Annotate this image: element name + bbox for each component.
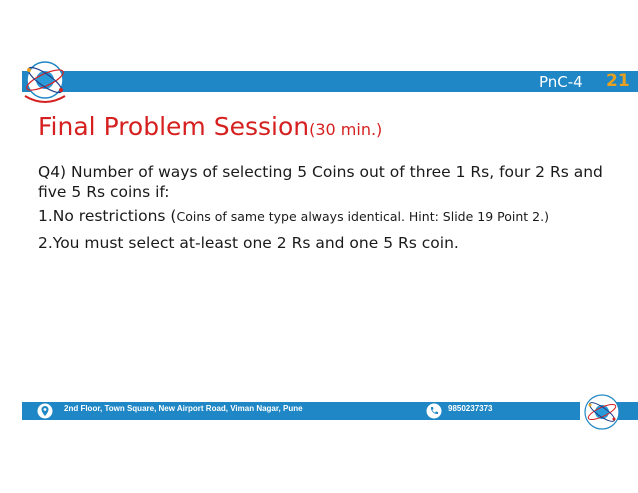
footer-address: 2nd Floor, Town Square, New Airport Road, Viman Nagar, Pune	[64, 404, 303, 413]
question-text: Q4) Number of ways of selecting 5 Coins out of three 1 Rs, four 2 Rs and five 5 Rs coins if:	[38, 163, 603, 201]
phone-icon	[426, 403, 442, 419]
globe-logo-icon	[19, 56, 71, 108]
title-main: Final Problem Session	[38, 112, 310, 141]
title-duration: (30 min.)	[309, 120, 383, 139]
slide-body	[38, 162, 618, 259]
globe-logo-small-icon	[583, 393, 621, 431]
location-pin-icon	[37, 403, 53, 419]
course-label: PnC-4	[539, 73, 583, 91]
footer-phone: 9850237373	[448, 404, 493, 413]
list-item-1	[38, 206, 618, 227]
list-item-2: 2.You must select at-least one 2 Rs and one 5 Rs coin.	[38, 234, 459, 252]
list-item-1-note: Coins of same type always identical. Hint: Slide 19 Point 2.)	[176, 209, 549, 224]
list-item-1-main: 1.No restrictions (	[38, 207, 177, 225]
page-title	[38, 112, 382, 141]
slide-number: 21	[606, 71, 630, 91]
